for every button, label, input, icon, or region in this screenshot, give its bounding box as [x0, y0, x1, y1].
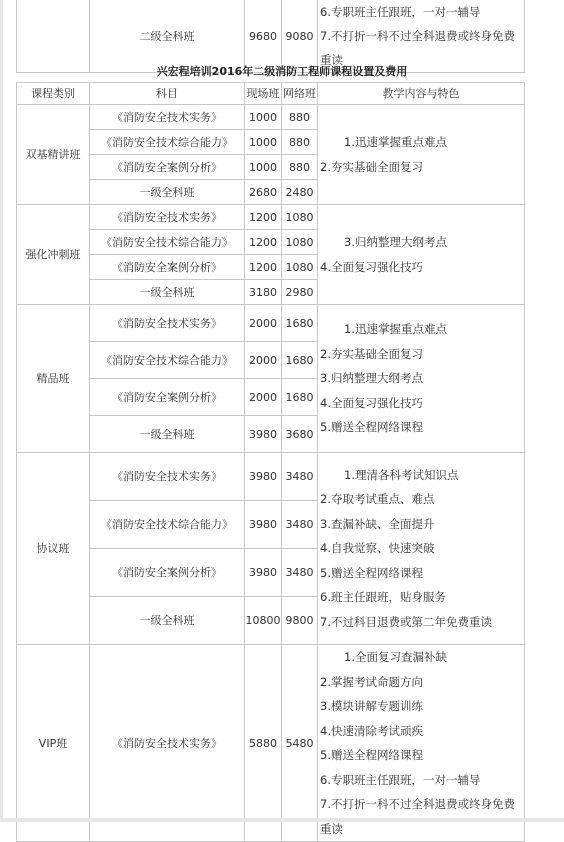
- onsite-price-cell: 3180: [245, 280, 282, 305]
- category-cell: 双基精讲班: [17, 105, 90, 205]
- onsite-price-cell: 2000: [245, 342, 282, 379]
- table-row: [17, 453, 525, 501]
- content-cell: [318, 453, 525, 645]
- subject-cell: 二级全科班: [90, 0, 245, 73]
- content-line: 2.夯实基础全面复习: [320, 346, 423, 361]
- subject-cell: 《消防安全技术实务》: [90, 305, 245, 342]
- table-row: [17, 645, 525, 842]
- course-fee-table: [16, 82, 525, 842]
- online-price-cell: 5480: [282, 645, 318, 842]
- content-line: 6.班主任跟班，贴身服务: [320, 590, 446, 605]
- subject-cell: 《消防安全案例分析》: [90, 379, 245, 416]
- content-cell: [318, 645, 525, 842]
- table-title: 兴宏程培训2016年二级消防工程师课程设置及费用: [156, 65, 408, 78]
- content-line: 1.全面复习查漏补缺: [344, 650, 447, 664]
- onsite-price-cell: 1000: [245, 105, 282, 130]
- content-line: 7.不打折一科不过全科退费或终身免费重读: [320, 29, 515, 67]
- table-row: [17, 205, 525, 230]
- content-line: 1.迅速掌握重点难点: [344, 135, 447, 149]
- previous-table-fragment: [0, 0, 564, 67]
- subject-cell: 《消防安全技术实务》: [90, 205, 245, 230]
- subject-cell: 《消防安全技术综合能力》: [90, 342, 245, 379]
- onsite-price-cell: 3980: [245, 549, 282, 597]
- table-row: [17, 305, 525, 342]
- content-line: 1.理清各科考试知识点: [344, 467, 459, 482]
- content-line: 4.全面复习强化技巧: [320, 259, 423, 274]
- content-line: 6.专职班主任跟班，一对一辅导: [320, 772, 481, 787]
- onsite-price-cell: 1200: [245, 205, 282, 230]
- content-line: 2.掌握考试命题方向: [320, 674, 423, 689]
- online-price-cell: 3480: [282, 453, 318, 501]
- content-line: 2.夺取考试重点、难点: [320, 492, 435, 507]
- category-cell: 协议班: [17, 453, 90, 645]
- online-price-cell: 3680: [282, 416, 318, 453]
- online-price-cell: 880: [282, 130, 318, 155]
- online-price-cell: 1080: [282, 205, 318, 230]
- category-cell: VIP班: [17, 645, 90, 842]
- content-line: 4.自我觉察、快速突破: [320, 541, 435, 556]
- header-online: 网络班: [282, 83, 318, 105]
- onsite-price-cell: 1200: [245, 230, 282, 255]
- online-price-cell: 1080: [282, 230, 318, 255]
- header-content: 教学内容与特色: [318, 83, 525, 105]
- onsite-price-cell: 5880: [245, 645, 282, 842]
- content-line: 4.全面复习强化技巧: [320, 395, 423, 410]
- subject-cell: 《消防安全技术综合能力》: [90, 230, 245, 255]
- bottom-edge: [0, 818, 564, 822]
- groups-body: [17, 105, 525, 842]
- content-line: 3.归纳整理大纲考点: [320, 371, 423, 386]
- header-category: 课程类别: [17, 83, 90, 105]
- content-line: 7.不打折一科不过全科退费或终身免费重读: [320, 797, 515, 836]
- onsite-price-cell: 3980: [245, 501, 282, 549]
- content-cell: [318, 205, 525, 305]
- onsite-price-cell: 1000: [245, 155, 282, 180]
- subject-cell: 《消防安全案例分析》: [90, 549, 245, 597]
- content-line: 3.查漏补缺、全面提升: [320, 516, 435, 531]
- online-price-cell: 3480: [282, 501, 318, 549]
- online-price-cell: 2980: [282, 280, 318, 305]
- content-line: 5.赠送全程网络课程: [320, 748, 423, 762]
- onsite-price-cell: 3980: [245, 416, 282, 453]
- subject-cell: 一级全科班: [90, 597, 245, 645]
- onsite-price-cell: 9680: [245, 0, 282, 73]
- subject-cell: 《消防安全案例分析》: [90, 255, 245, 280]
- table-row: [17, 105, 525, 130]
- header-onsite: 现场班: [245, 83, 282, 105]
- content-line: 4.快速清除考试顽疾: [320, 723, 423, 738]
- content-line: 1.迅速掌握重点难点: [344, 322, 447, 337]
- subject-cell: 《消防安全技术实务》: [90, 453, 245, 501]
- online-price-cell: 1680: [282, 379, 318, 416]
- header-subject: 科目: [90, 83, 245, 105]
- content-line: 2.夯实基础全面复习: [320, 159, 423, 174]
- online-price-cell: 2480: [282, 180, 318, 205]
- subject-cell: 一级全科班: [90, 180, 245, 205]
- online-price-cell: 1080: [282, 255, 318, 280]
- subject-cell: 《消防安全技术综合能力》: [90, 130, 245, 155]
- onsite-price-cell: 2000: [245, 379, 282, 416]
- content-cell: [318, 305, 525, 453]
- subject-cell: 《消防安全技术综合能力》: [90, 501, 245, 549]
- subject-cell: 一级全科班: [90, 280, 245, 305]
- onsite-price-cell: 3980: [245, 453, 282, 501]
- onsite-price-cell: 1000: [245, 130, 282, 155]
- content-line: 7.不过科目退费或第二年免费重读: [320, 614, 492, 629]
- content-line: 3.归纳整理大纲考点: [344, 235, 447, 249]
- online-price-cell: 1680: [282, 305, 318, 342]
- header-row: [17, 83, 525, 105]
- onsite-price-cell: 2000: [245, 305, 282, 342]
- category-cell: 精品班: [17, 305, 90, 453]
- onsite-price-cell: 1200: [245, 255, 282, 280]
- content-line: 3.模块讲解专题训练: [320, 699, 423, 713]
- category-cell: 强化冲刺班: [17, 205, 90, 305]
- online-price-cell: 9080: [282, 0, 318, 73]
- subject-cell: 《消防安全技术实务》: [90, 105, 245, 130]
- content-cell: [318, 105, 525, 205]
- subject-cell: 《消防安全案例分析》: [90, 155, 245, 180]
- online-price-cell: 880: [282, 105, 318, 130]
- online-price-cell: 880: [282, 155, 318, 180]
- content-line: 5.赠送全程网络课程: [320, 565, 423, 580]
- online-price-cell: 1680: [282, 342, 318, 379]
- subject-cell: 《消防安全技术实务》: [90, 645, 245, 842]
- online-price-cell: 9800: [282, 597, 318, 645]
- onsite-price-cell: 10800: [245, 597, 282, 645]
- subject-cell: 一级全科班: [90, 416, 245, 453]
- content-line: 5.赠送全程网络课程: [320, 420, 423, 435]
- onsite-price-cell: 2680: [245, 180, 282, 205]
- content-line: 6.专职班主任跟班，一对一辅导: [320, 5, 481, 19]
- left-edge: [0, 0, 3, 822]
- online-price-cell: 3480: [282, 549, 318, 597]
